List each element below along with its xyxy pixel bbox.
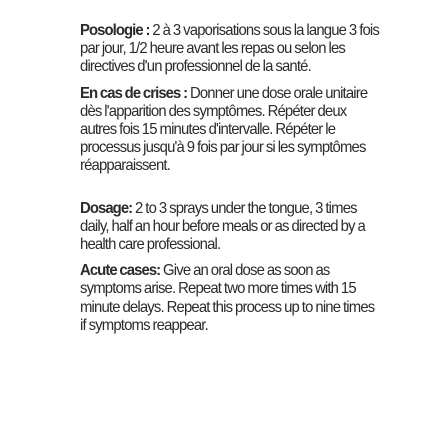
crises-text: Donner une dose orale unitaire dès l'apparition des symptômes. Répéter deux autres fois 15 minutes d'intervalle. Répéter le processus jusqu'à 9 fois par jour si les symptômes réapparaissent. xyxy=(80,84,368,175)
posologie-heading: Posologie : xyxy=(80,22,150,39)
dosage-label xyxy=(80,22,380,335)
posologie-text: 2 à 3 vaporisations sous la langue 3 fois par jour, 1/2 heure avant les repas ou selon les directives d'un professionnel de la santé. xyxy=(80,22,380,76)
dosage-paragraph xyxy=(80,200,379,255)
posologie-paragraph xyxy=(80,22,379,77)
acute-heading: Acute cases: xyxy=(80,262,161,280)
acute-paragraph xyxy=(80,262,379,335)
crises-heading: En cas de crises : xyxy=(80,84,188,102)
crises-paragraph xyxy=(80,85,379,176)
dosage-text: 2 to 3 sprays under the tongue, 3 times daily, half an hour before meals or as directed by a health care professional. xyxy=(80,199,365,254)
acute-text: Give an oral dose as soon as symptoms arise. Repeat two more times with 15 minute delays. Repeat this process up to nine times if symptoms reappear. xyxy=(80,262,375,334)
dosage-heading: Dosage: xyxy=(80,199,133,217)
